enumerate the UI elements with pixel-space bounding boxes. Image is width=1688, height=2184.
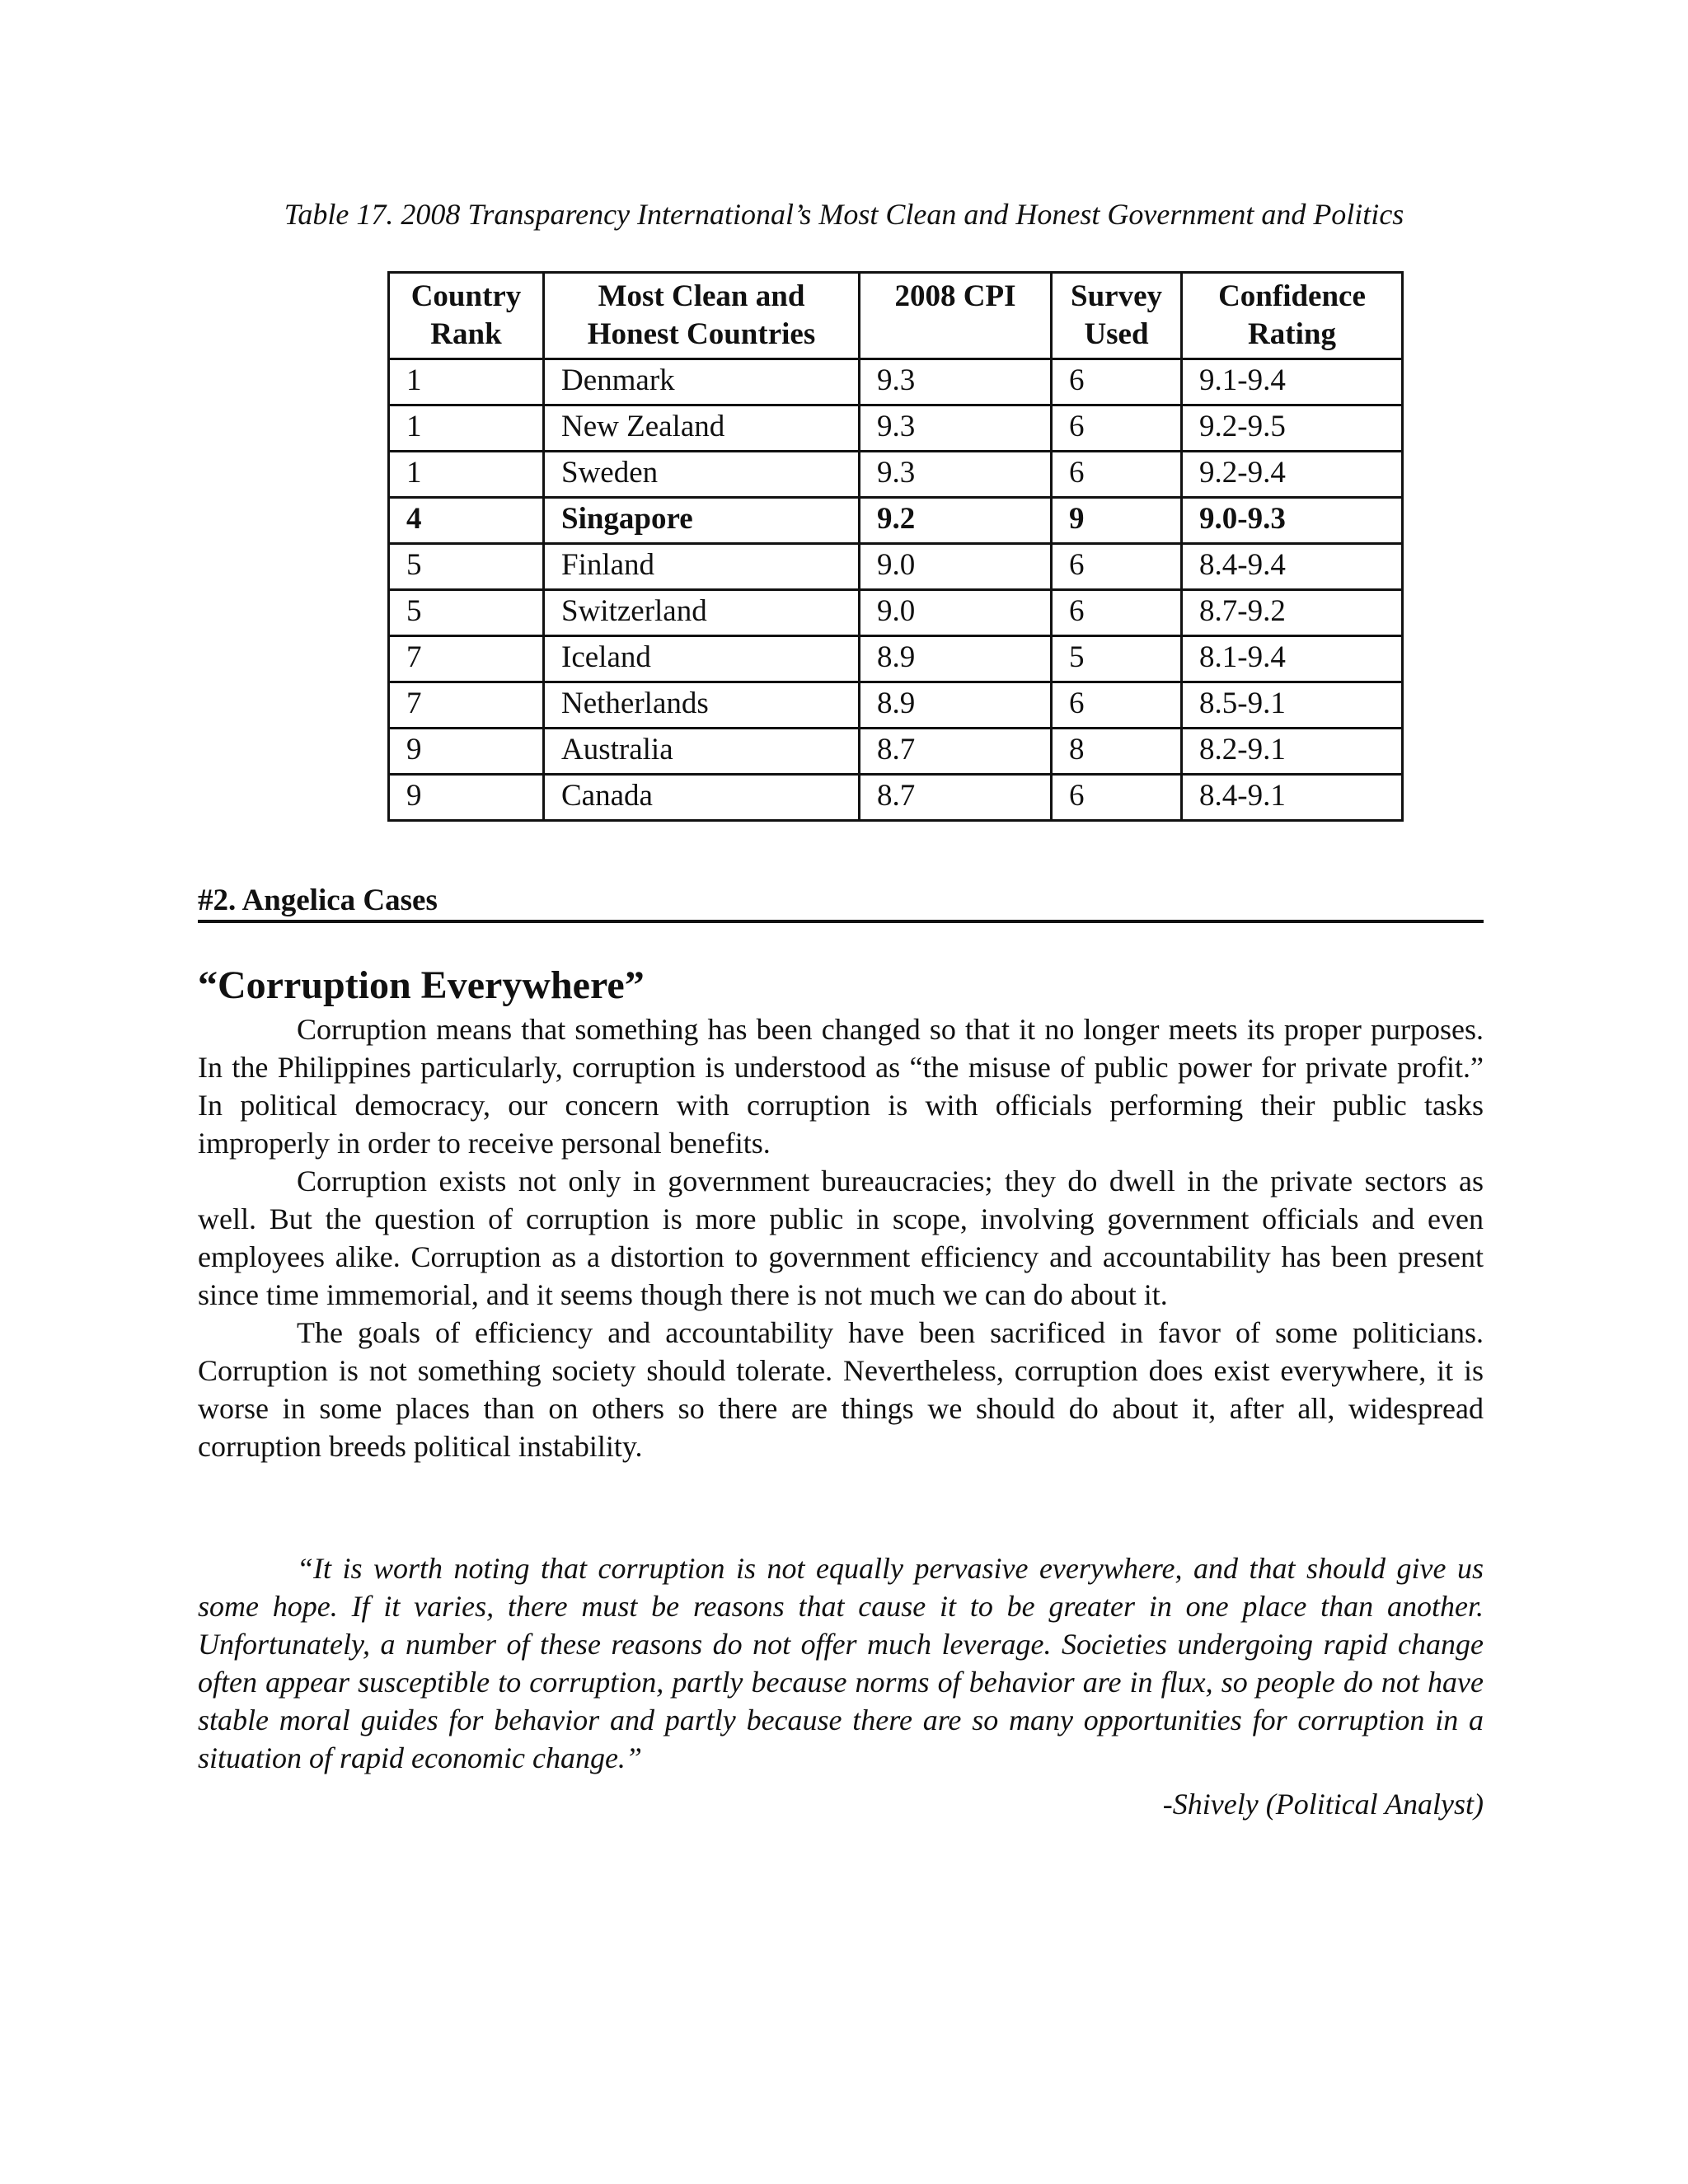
cell-confidence: 9.2-9.5 [1182,405,1403,452]
cell-survey-used: 6 [1052,359,1182,405]
cell-survey-used: 6 [1052,775,1182,821]
table-row [389,498,1403,544]
quote-attribution: -Shively (Political Analyst) [1162,1788,1484,1821]
article-title: “Corruption Everywhere” [198,963,645,1007]
cell-rank: 5 [389,590,544,636]
cell-rank: 1 [389,359,544,405]
paragraph: The goals of efficiency and accountability have been sacrificed in favor of some politicians. Corruption is not something society should tolerate. Nevertheless, corruption does exist everywhere, it is worse in some places than on others so there are things we should do about it, after all, widespread corruption breeds political instability. [198,1316,1484,1463]
cell-country: Canada [544,775,860,821]
cell-cpi: 9.0 [860,544,1052,590]
article-body [198,1010,1484,1465]
cell-cpi: 8.9 [860,636,1052,682]
table-header-row [389,273,1403,359]
section-heading: #2. Angelica Cases [198,882,1484,923]
cell-cpi: 9.2 [860,498,1052,544]
cell-country: Netherlands [544,682,860,729]
cell-rank: 1 [389,452,544,498]
cell-confidence: 8.4-9.4 [1182,544,1403,590]
cell-cpi: 9.3 [860,452,1052,498]
cell-country: Sweden [544,452,860,498]
header-confidence-rating: Confidence Rating [1182,273,1403,359]
table-row [389,775,1403,821]
cell-rank: 1 [389,405,544,452]
cell-rank: 9 [389,775,544,821]
cell-country: Switzerland [544,590,860,636]
table-row [389,544,1403,590]
cell-cpi: 9.3 [860,405,1052,452]
table-row [389,359,1403,405]
table-row [389,405,1403,452]
table-row [389,682,1403,729]
table-row [389,590,1403,636]
cell-confidence: 9.1-9.4 [1182,359,1403,405]
cell-survey-used: 6 [1052,590,1182,636]
quote-text: “It is worth noting that corruption is not equally pervasive everywhere, and that should give us some hope. If it varies, there must be reasons that cause it to be greater in one place than another. Unfortunately, a number of these reasons do not offer much leverage. Societies undergoing rapid change often appear susceptible to corruption, partly because norms of behavior are in flux, so people do not have stable moral guides for behavior and partly because there are so many opportunities for corruption in a situation of rapid economic change.” [198,1552,1484,1774]
cell-confidence: 8.5-9.1 [1182,682,1403,729]
cell-cpi: 8.7 [860,729,1052,775]
cell-cpi: 9.3 [860,359,1052,405]
table-row [389,452,1403,498]
cell-rank: 7 [389,636,544,682]
cell-confidence: 8.7-9.2 [1182,590,1403,636]
cell-survey-used: 6 [1052,682,1182,729]
cell-country: Finland [544,544,860,590]
paragraph: Corruption means that something has been changed so that it no longer meets its proper purposes. In the Philippines particularly, corruption is understood as “the misuse of public power for private profit.” In political democracy, our concern with corruption is with officials performing their public tasks improperly in order to receive personal benefits. [198,1013,1484,1160]
cell-survey-used: 5 [1052,636,1182,682]
cell-confidence: 9.0-9.3 [1182,498,1403,544]
cell-rank: 9 [389,729,544,775]
cell-survey-used: 6 [1052,544,1182,590]
paragraph: Corruption exists not only in government bureaucracies; they do dwell in the private sectors as well. But the question of corruption is more public in scope, involving government officials and even employees alike. Corruption as a distortion to government efficiency and accountability has been present since time immemorial, and it seems though there is not much we can do about it. [198,1165,1484,1311]
table-caption: Table 17. 2008 Transparency International’s Most Clean and Honest Government and Politics [284,198,1404,231]
table-row [389,636,1403,682]
header-survey-used: Survey Used [1052,273,1182,359]
cell-country: Australia [544,729,860,775]
cpi-table [387,271,1404,822]
cell-confidence: 8.2-9.1 [1182,729,1403,775]
cell-country: Denmark [544,359,860,405]
header-countries: Most Clean and Honest Countries [544,273,860,359]
cell-cpi: 8.7 [860,775,1052,821]
table-row [389,729,1403,775]
cell-country: New Zealand [544,405,860,452]
cell-survey-used: 6 [1052,452,1182,498]
cell-rank: 4 [389,498,544,544]
cell-confidence: 8.4-9.1 [1182,775,1403,821]
cell-confidence: 8.1-9.4 [1182,636,1403,682]
cell-survey-used: 6 [1052,405,1182,452]
block-quote [198,1549,1484,1777]
header-country-rank: Country Rank [389,273,544,359]
cell-country: Singapore [544,498,860,544]
cell-rank: 7 [389,682,544,729]
cell-country: Iceland [544,636,860,682]
cell-survey-used: 9 [1052,498,1182,544]
cell-cpi: 8.9 [860,682,1052,729]
cell-confidence: 9.2-9.4 [1182,452,1403,498]
header-cpi: 2008 CPI [860,273,1052,359]
cell-survey-used: 8 [1052,729,1182,775]
cell-rank: 5 [389,544,544,590]
cell-cpi: 9.0 [860,590,1052,636]
